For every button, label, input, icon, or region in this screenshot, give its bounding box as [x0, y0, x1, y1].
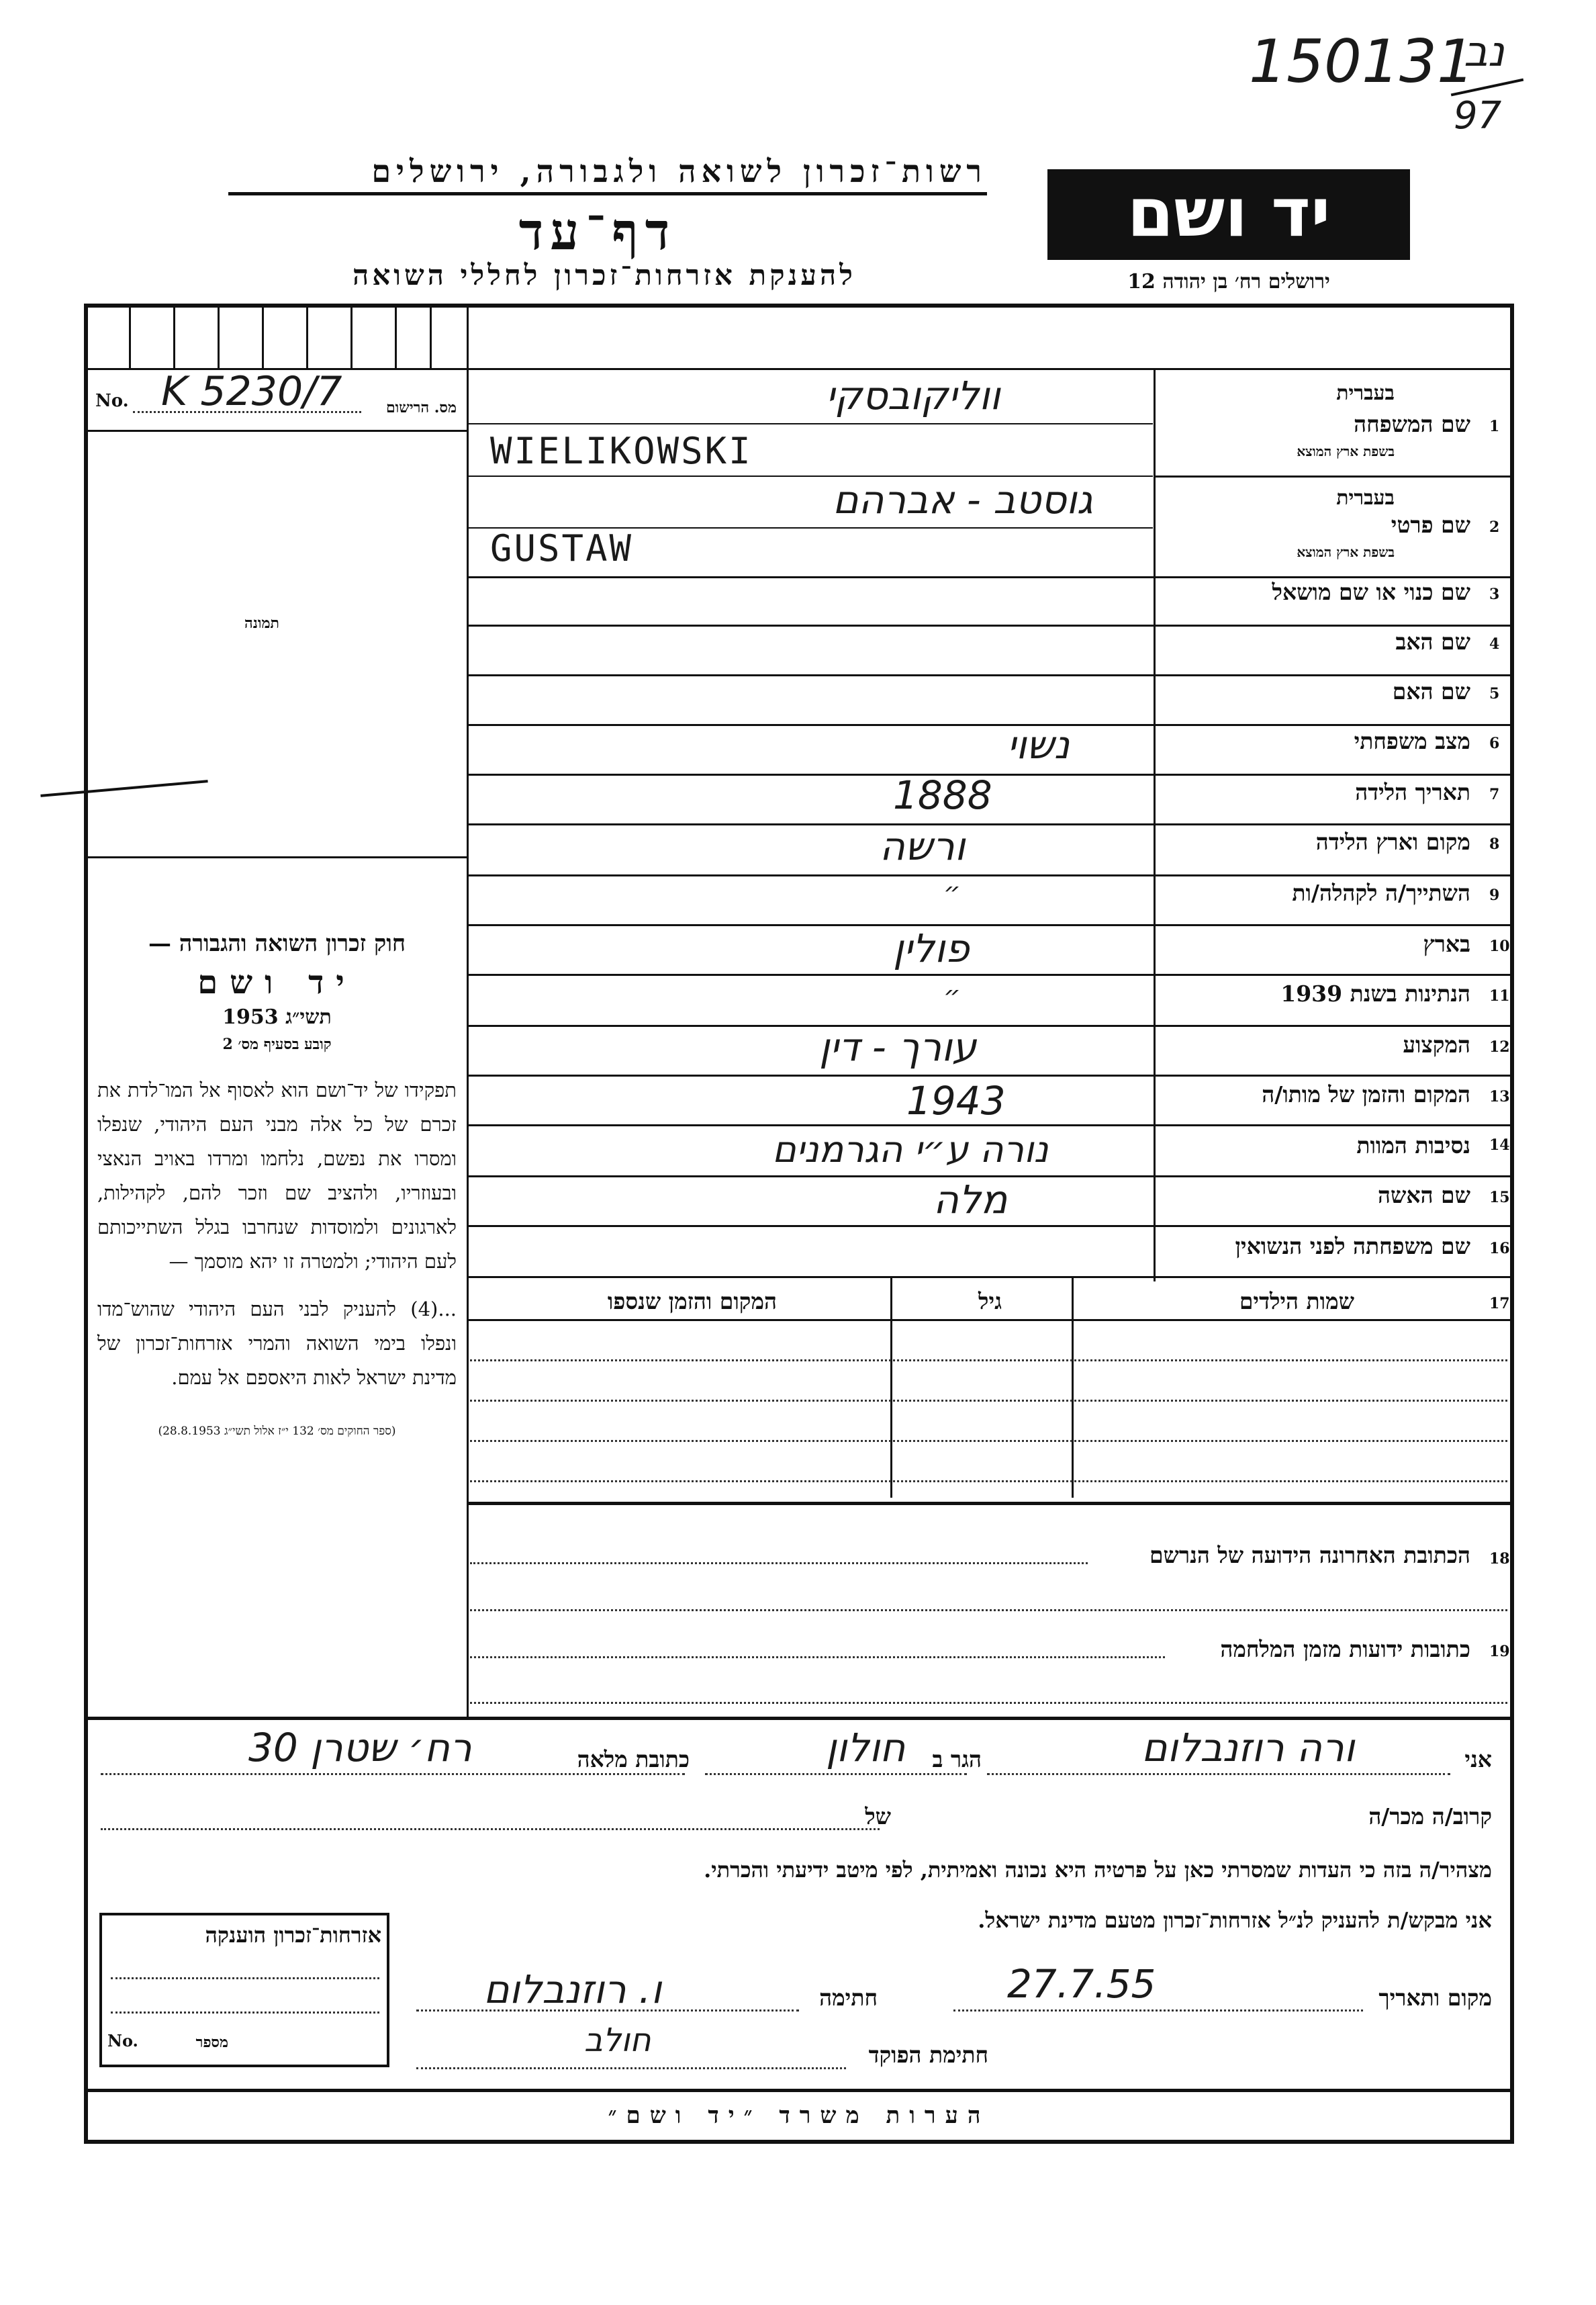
declaration-resident-value: חולון	[826, 1725, 906, 1770]
law-year: תשי״ג 1953	[222, 1005, 332, 1029]
field-2-value-origin: GUSTAW	[490, 527, 634, 570]
declaration-i-line	[987, 1773, 1450, 1775]
row-line	[468, 823, 1511, 825]
field-9-value: ״	[943, 877, 961, 908]
field-1-number: 1	[1489, 418, 1500, 435]
signature-label: חתימה	[819, 1985, 878, 2011]
logo-address: ירושלים רח׳ בן יהודה 12	[1127, 270, 1330, 293]
row-subline	[468, 423, 1153, 424]
law-section	[97, 930, 457, 1441]
box-divider	[395, 308, 397, 368]
box-divider	[262, 308, 264, 368]
corner-mark-top: נב	[1464, 27, 1505, 76]
field-15-label: שם האשה	[1378, 1182, 1470, 1208]
declaration-resident-line	[705, 1773, 967, 1775]
box-divider	[218, 308, 220, 368]
box-divider	[306, 308, 308, 368]
field-15-value: מלה	[933, 1177, 1008, 1222]
place-date-label: מקום ותאריך	[1378, 1985, 1492, 2011]
declaration-relation-label: קרוב/ה מכר/ה	[1368, 1803, 1492, 1829]
row-line	[468, 1225, 1511, 1227]
field-14-label: נסיבות המוות	[1356, 1132, 1470, 1159]
field-18-line	[470, 1562, 1088, 1564]
officer-signature-line	[416, 2067, 846, 2069]
registration-bottom-line	[84, 430, 468, 432]
field-18-line-2	[470, 1609, 1507, 1611]
field-12-label: המקצוע	[1403, 1032, 1470, 1058]
registration-value: K 5230/7	[161, 368, 342, 415]
field-18-number: 18	[1489, 1550, 1510, 1568]
field-19-line-2	[470, 1702, 1507, 1704]
field-7-label: תאריך הלידה	[1355, 779, 1470, 805]
children-place-header: המקום והזמן שנספו	[607, 1288, 777, 1314]
declaration-of-label: של	[865, 1803, 891, 1829]
left-column-divider	[467, 304, 469, 1717]
box-divider	[129, 308, 131, 368]
children-number: 17	[1489, 1295, 1510, 1312]
registration-no-label: No.	[95, 391, 129, 411]
field-16-label: שם משפחתה לפני הנשואין	[1235, 1233, 1470, 1259]
field-1-sub-origin: בשפת ארץ המוצא	[1297, 443, 1395, 459]
row-line	[468, 1025, 1511, 1027]
field-2-sub-hebrew: בעברית	[1336, 486, 1395, 510]
field-8-value: ורשה	[880, 823, 966, 869]
award-box-line	[111, 1977, 379, 1979]
field-18-label: הכתובת האחרונה הידועה של הנרשם	[1149, 1542, 1470, 1568]
box-divider	[173, 308, 175, 368]
officer-signature-value: חולב	[584, 2022, 651, 2059]
field-1-value-hebrew: ווליקובסקי	[826, 373, 1000, 418]
award-box-title: אזרחות־זכרון הוענקה	[205, 1922, 381, 1948]
field-7-value: 1888	[893, 772, 992, 818]
award-box-number-label: מספר	[195, 2034, 228, 2051]
registration-label: מס. הרישום	[385, 399, 457, 416]
field-11-label: הנתינות בשנת 1939	[1280, 981, 1470, 1007]
row-line	[468, 974, 1511, 976]
award-box-line	[111, 2012, 379, 2014]
declaration-of-line	[101, 1828, 880, 1830]
field-3-number: 3	[1489, 586, 1500, 603]
document-number: 150131	[1249, 27, 1474, 96]
field-19-line	[470, 1656, 1165, 1658]
footer-notes: הערות משרד ״יד ושם״	[608, 2102, 990, 2129]
declaration-request: אני מבקש/ת להעניק לנ״ל אזרחות־זכרון מטעם מדינת ישראל.	[978, 1907, 1492, 1933]
field-15-number: 15	[1489, 1189, 1510, 1206]
field-6-number: 6	[1489, 735, 1500, 752]
row-line	[1155, 476, 1511, 478]
field-1-label: שם המשפחה	[1354, 411, 1470, 437]
children-header-line	[468, 1319, 1511, 1321]
field-13-number: 13	[1489, 1088, 1510, 1105]
field-4-number: 4	[1489, 635, 1500, 653]
field-1-sub-hebrew: בעברית	[1336, 381, 1395, 405]
field-19-label: כתובות ידועות מזמן המלחמה	[1220, 1636, 1470, 1662]
field-10-value: פולין	[893, 925, 970, 971]
row-line	[468, 674, 1511, 676]
children-row	[470, 1440, 1507, 1442]
signature-value: ו. רוזנבלום	[483, 1967, 662, 2012]
field-2-sub-origin: בשפת ארץ המוצא	[1297, 544, 1395, 560]
address-section-line	[468, 1502, 1511, 1505]
row-line	[468, 724, 1511, 726]
corner-mark-bottom: 97	[1454, 94, 1502, 138]
field-12-number: 12	[1489, 1038, 1510, 1056]
officer-signature-label: חתימת הפוקד	[868, 2042, 988, 2068]
row-line	[468, 1075, 1511, 1077]
field-14-value: נורה ע״י הגרמנים	[772, 1128, 1049, 1171]
field-6-value: נשוי	[1007, 722, 1070, 768]
children-divider	[1072, 1276, 1074, 1498]
photo-bottom-line	[84, 856, 468, 858]
place-date-value: 27.7.55	[1007, 1961, 1156, 2007]
authority-heading: רשות־זכרון לשואה ולגבורה, ירושלים	[228, 153, 987, 195]
children-row	[470, 1400, 1507, 1402]
field-2-number: 2	[1489, 518, 1500, 536]
law-name: יד ושם	[197, 964, 357, 1001]
children-row	[470, 1359, 1507, 1361]
field-11-number: 11	[1489, 987, 1510, 1005]
declaration-address-line	[101, 1773, 685, 1775]
row-line	[468, 874, 1511, 876]
field-10-number: 10	[1489, 938, 1510, 955]
row-line	[468, 1124, 1511, 1126]
field-6-label: מצב משפחתי	[1354, 728, 1470, 754]
logo-text: יד ושם	[1127, 173, 1331, 252]
award-box-no-label: No.	[107, 2031, 138, 2050]
field-7-number: 7	[1489, 786, 1500, 803]
law-clause: קובע בסעיף מס׳ 2	[222, 1036, 332, 1053]
row-line	[468, 924, 1511, 926]
field-1-value-origin: WIELIKOWSKI	[490, 430, 753, 472]
children-divider	[890, 1276, 892, 1498]
law-body-2: ...(4) להעניק לבני העם היהודי שהוש־מדו ונפלו בימי השואה והמרי אזרחות־זכרון של מדינת ישראל לאות היאספם אל עמם.	[97, 1298, 457, 1389]
declaration-address-value: רח׳ שטרן 30	[248, 1725, 472, 1770]
declaration-address-label: כתובת מלאה	[577, 1746, 690, 1772]
children-age-header: גיל	[978, 1288, 1002, 1314]
children-row	[470, 1480, 1507, 1482]
box-divider	[350, 308, 353, 368]
field-14-number: 14	[1489, 1136, 1510, 1154]
field-8-label: מקום וארץ הלידה	[1315, 829, 1470, 855]
field-5-number: 5	[1489, 685, 1500, 703]
children-names-header: שמות הילדים	[1239, 1288, 1354, 1314]
field-2-value-hebrew: גוסטב - אברהם	[833, 477, 1093, 523]
field-11-value: ״	[943, 981, 961, 1011]
declaration-statement: מצהיר/ה בזה כי העדות שמסרתי כאן על פרטיה היא נכונה ואמיתית, לפי מיטב ידיעתי והכרתי.	[704, 1857, 1492, 1883]
law-source: (ספר החוקים מס׳ 132 י״ז אלול תשי״ג 28.8.1953)	[158, 1425, 396, 1438]
declaration-resident-label: הגר ב	[932, 1746, 982, 1772]
field-13-label: המקום והזמן של מותו/ה	[1262, 1081, 1470, 1108]
field-13-value: 1943	[906, 1078, 1006, 1124]
field-3-label: שם כנוי או שם מושאל	[1272, 579, 1470, 605]
form-subtitle: להענקת אזרחות־זכרון לחללי השואה	[353, 259, 856, 291]
field-4-label: שם האב	[1395, 629, 1470, 655]
declaration-i-label: אני	[1464, 1746, 1492, 1772]
field-2-label: שם פרטי	[1391, 512, 1470, 538]
row-line	[468, 1276, 1511, 1278]
law-body: תפקידו של יד־ושם הוא לאסוף אל המו־לדת את זכרם של כל אלה מבני העם היהודי, שנפלו ומסרו את נפשם, נלחמו ומרדו באויב הנאצי ובעוזריו, ולהציב שם וזכר להם, לקהילות, לארגונים ולמוסדות שנחרבו בגלל השתייכותם לעם היהודי; ולמטרה זו יהא מוסמך —	[97, 1079, 457, 1273]
field-10-label: בארץ	[1423, 931, 1470, 957]
form-title: דף־עד	[518, 201, 677, 261]
field-5-label: שם האם	[1392, 678, 1470, 705]
field-12-value: עורך - דין	[819, 1024, 977, 1070]
photo-label: תמונה	[244, 615, 279, 632]
field-9-number: 9	[1489, 887, 1500, 904]
row-line	[468, 625, 1511, 627]
field-19-number: 19	[1489, 1643, 1510, 1660]
place-date-line	[953, 2009, 1363, 2012]
row-line	[468, 576, 1511, 578]
declaration-i-value: ורה רוזנבלום	[1141, 1725, 1355, 1770]
field-9-label: השתייך/ה לקהלה/ות	[1292, 880, 1470, 906]
declaration-top-line	[84, 1717, 1514, 1720]
field-16-number: 16	[1489, 1240, 1510, 1257]
box-divider	[430, 308, 432, 368]
footer-line	[84, 2089, 1514, 2092]
field-8-number: 8	[1489, 835, 1500, 853]
law-title: חוק זכרון השואה והגבורה —	[148, 930, 406, 957]
